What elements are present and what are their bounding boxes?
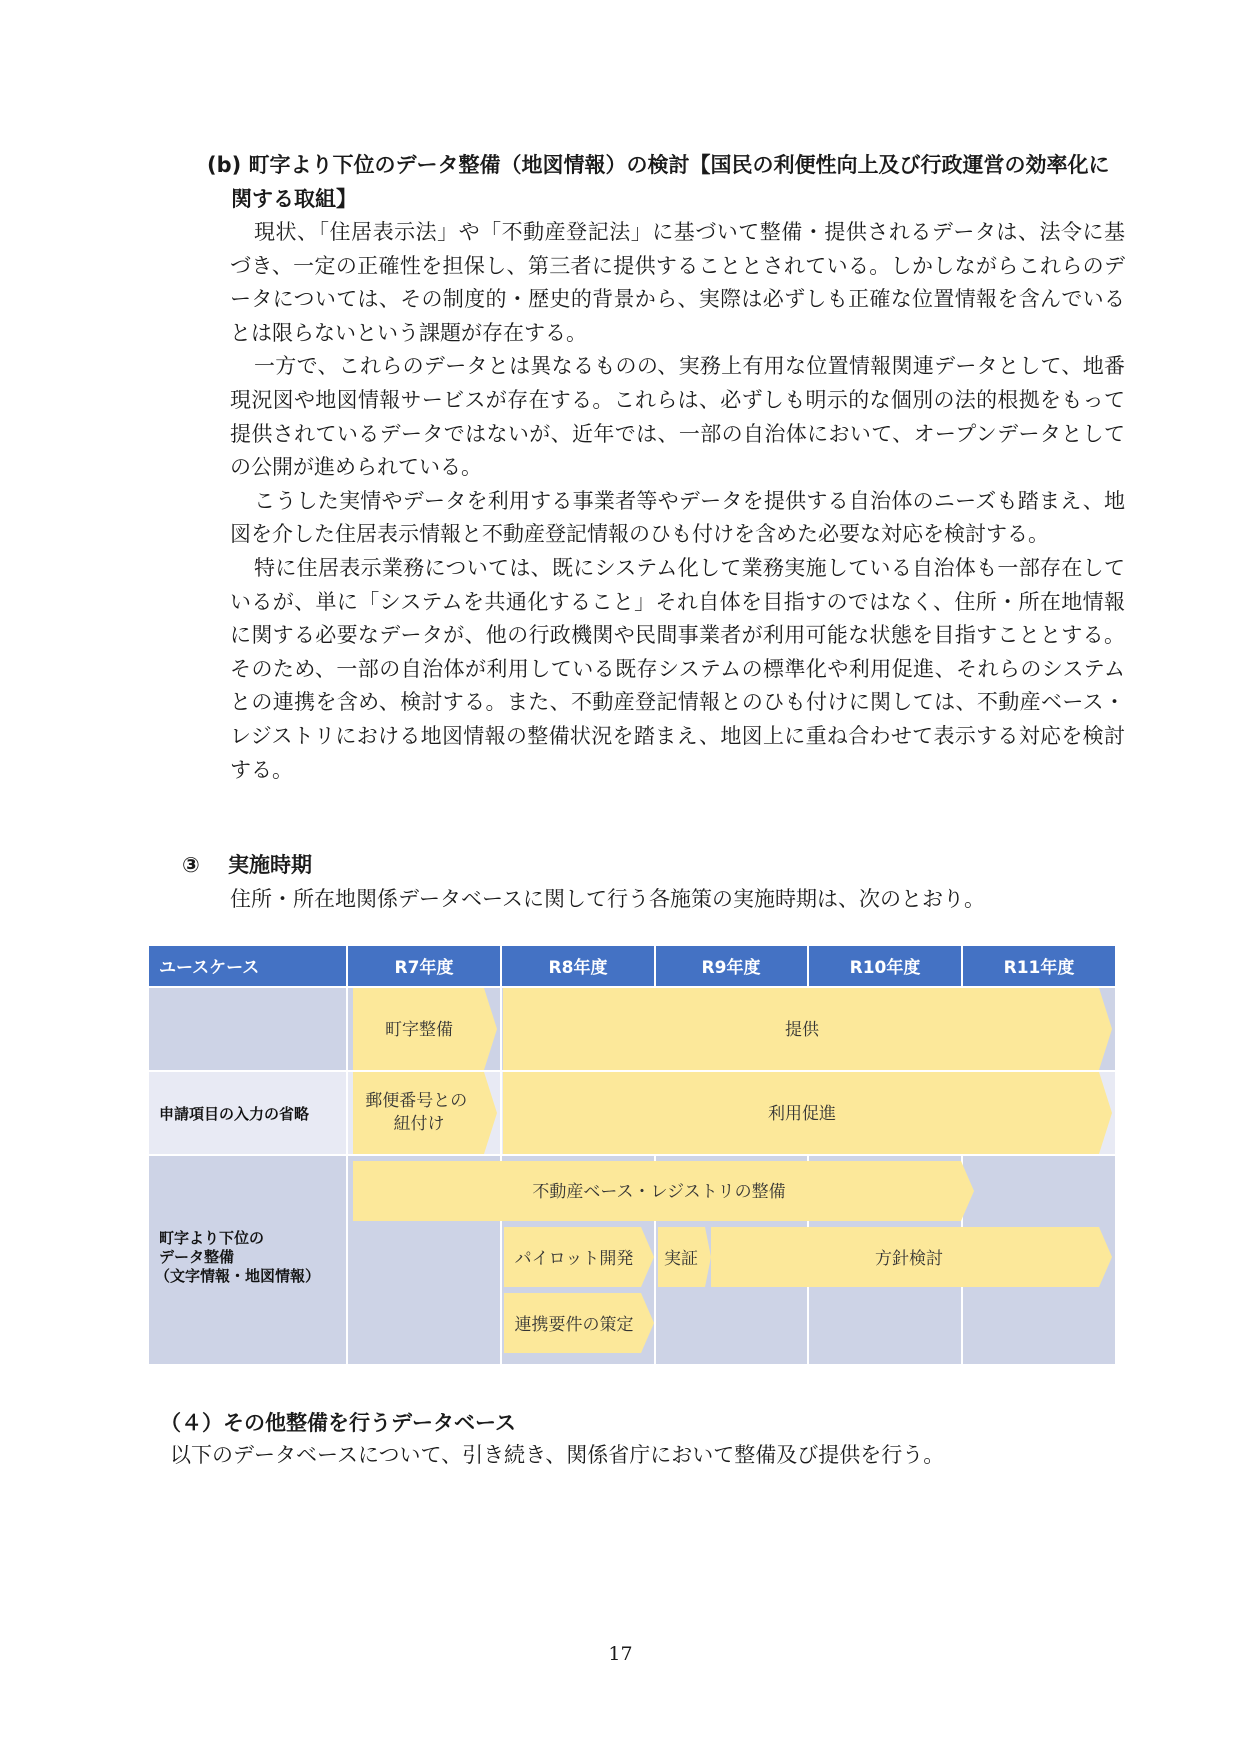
section-3-title: 実施時期	[228, 853, 312, 877]
arrow-label-line: 郵便番号との	[365, 1091, 468, 1111]
schedule-table	[149, 946, 1115, 1364]
arrow-label: 方針検討	[875, 1249, 943, 1269]
arrow-label: パイロット開発	[514, 1249, 634, 1269]
paragraph: 特に住居表示業務については、既にシステム化して業務実施している自治体も一部存在しているが、単に「システムを共通化すること」それ自体を目指すのではなく、住所・所在地情報に関する必要なデータが、他の行政機関や民間事業者が利用可能な状態を目指すこととする。そのため、一部の自治体が利用している既存システムの標準化や利用促進、それらのシステムとの連携を含め、検討する。また、不動産登記情報とのひも付けに関しては、不動産ベース・レジストリにおける地図情報の整備状況を踏まえ、地図上に重ね合わせて表示する対応を検討する。	[230, 555, 1125, 782]
arrow-postal-link	[353, 1072, 497, 1154]
row-label-application-input: 申請項目の入力の省略	[159, 1105, 310, 1123]
arrow-label: 不動産ベース・レジストリの整備	[532, 1182, 786, 1202]
row-label-cell	[149, 988, 346, 1070]
header-r11: R11年度	[1003, 958, 1075, 978]
paragraph: こうした実情やデータを利用する事業者等やデータを提供する自治体のニーズも踏まえ、地図を介した住居表示情報と不動産登記情報のひも付けを含めた必要な対応を検討する。	[230, 488, 1125, 547]
page-number: 17	[608, 1643, 633, 1665]
section-b-body	[230, 216, 1125, 787]
section-3-text: 住所・所在地関係データベースに関して行う各施策の実施時期は、次のとおり。	[230, 887, 985, 911]
arrow-label: 提供	[785, 1020, 819, 1040]
paragraph: 現状、「住居表示法」や「不動産登記法」に基づいて整備・提供されるデータは、法令に基づき、一定の正確性を担保し、第三者に提供することとされている。しかしながらこれらのデータについては、その制度的・歴史的背景から、実際は必ずしも正確な位置情報を含んでいるとは限らないという課題が存在する。	[230, 220, 1125, 345]
section-3-heading	[182, 850, 312, 880]
arrow-label: 実証	[664, 1249, 698, 1269]
arrow-label: 町字整備	[385, 1020, 453, 1040]
header-usecase: ユースケース	[159, 958, 260, 978]
section-4-text: 以下のデータベースについて、引き続き、関係省庁において整備及び提供を行う。	[170, 1443, 945, 1467]
arrow-label: 利用促進	[768, 1104, 836, 1124]
arrow-label: 連携要件の策定	[514, 1315, 634, 1335]
paragraph: 一方で、これらのデータとは異なるものの、実務上有用な位置情報関連データとして、地番現況図や地図情報サービスが存在する。これらは、必ずしも明示的な個別の法的根拠をもって提供されているデータではないが、近年では、一部の自治体において、オープンデータとしての公開が進められている。	[230, 354, 1125, 480]
section-b-heading: (b) 町字より下位のデータ整備（地図情報）の検討【国民の利便性向上及び行政運営の効率化に関する取組】	[207, 153, 1110, 211]
row-label-line: （文字情報・地図情報）	[155, 1267, 321, 1285]
header-r10: R10年度	[849, 958, 921, 978]
header-r8: R8年度	[548, 958, 608, 978]
row-label-line: データ整備	[159, 1248, 235, 1266]
section-3-number: ③	[182, 853, 200, 877]
row-label-line: 町字より下位の	[159, 1229, 265, 1247]
header-r9: R9年度	[701, 958, 761, 978]
header-r7: R7年度	[394, 958, 454, 978]
section-4-heading: （４）その他整備を行うデータベース	[160, 1411, 516, 1435]
arrow-label-line: 紐付け	[393, 1114, 445, 1134]
